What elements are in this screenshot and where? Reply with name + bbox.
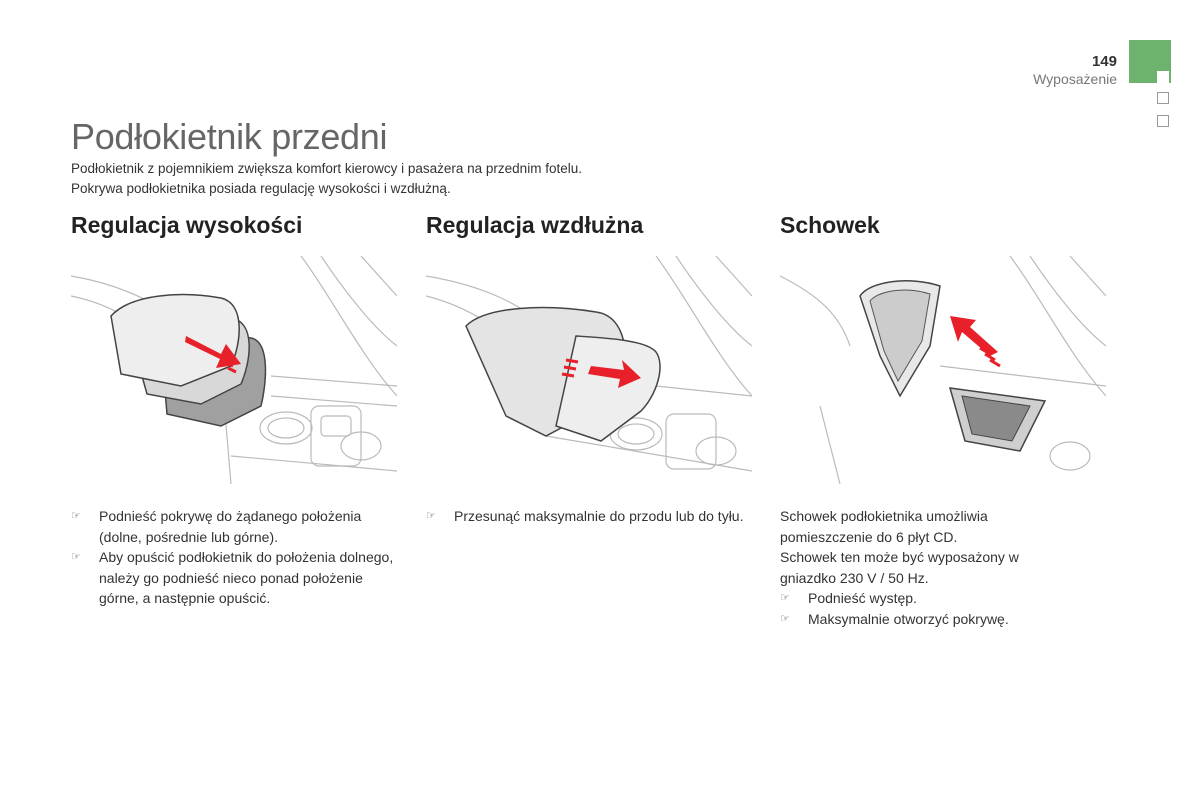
storage-text-line: gniazdko 230 V / 50 Hz. bbox=[780, 569, 929, 586]
section-name: Wyposażenie bbox=[1033, 71, 1117, 87]
section-tab-active[interactable] bbox=[1129, 40, 1171, 83]
storage-text-line: Schowek podłokietnika umożliwia bbox=[780, 508, 988, 524]
step-text: Podnieść pokrywę do żądanego położenia (dolne, pośrednie lub górne). bbox=[99, 508, 362, 545]
list-item bbox=[71, 547, 401, 609]
storage-text-line: Schowek ten może być wyposażony w bbox=[780, 549, 1019, 565]
step-text: Maksymalnie otworzyć pokrywę. bbox=[808, 610, 1009, 627]
tab-marker-icon bbox=[1157, 71, 1169, 83]
list-item bbox=[426, 506, 756, 527]
list-item bbox=[780, 588, 1100, 609]
intro-text bbox=[71, 159, 582, 199]
hand-pointer-icon: ☞ bbox=[426, 510, 436, 522]
illustration-storage bbox=[780, 256, 1106, 484]
list-item bbox=[780, 609, 1100, 630]
illustration-longitudinal-adjust bbox=[426, 256, 752, 484]
page-number: 149 bbox=[1091, 53, 1117, 70]
hand-pointer-icon: ☞ bbox=[780, 612, 790, 625]
intro-line: Podłokietnik z pojemnikiem zwiększa komfort kierowcy i pasażera na przednim fotelu. bbox=[71, 161, 582, 176]
longitudinal-adjust-steps bbox=[426, 506, 756, 527]
storage-text-line: pomieszczenie do 6 płyt CD. bbox=[780, 528, 958, 545]
height-adjust-steps bbox=[71, 506, 401, 609]
step-text: Aby opuścić podłokietnik do położenia dolnego, należy go podnieść nieco ponad położenie górne, a następnie opuścić. bbox=[99, 549, 394, 606]
page-title: Podłokietnik przedni bbox=[71, 116, 388, 157]
section-tab-3[interactable] bbox=[1157, 115, 1169, 127]
hand-pointer-icon: ☞ bbox=[71, 551, 81, 563]
hand-pointer-icon: ☞ bbox=[780, 592, 790, 604]
illustration-height-adjust bbox=[71, 256, 397, 484]
section-tab-2[interactable] bbox=[1157, 92, 1169, 104]
hand-pointer-icon: ☞ bbox=[71, 510, 81, 522]
heading-height-adjust: Regulacja wysokości bbox=[71, 212, 303, 238]
step-text: Podnieść występ. bbox=[808, 590, 917, 606]
list-item bbox=[71, 506, 401, 547]
storage-steps bbox=[780, 588, 1100, 629]
heading-longitudinal-adjust: Regulacja wzdłużna bbox=[426, 212, 644, 238]
intro-line: Pokrywa podłokietnika posiada regulację wysokości i wzdłużną. bbox=[71, 181, 451, 196]
heading-storage: Schowek bbox=[780, 212, 880, 238]
storage-description bbox=[780, 506, 1100, 629]
arrow-up-icon bbox=[950, 316, 1000, 366]
step-text: Przesunąć maksymalnie do przodu lub do tyłu. bbox=[454, 508, 744, 524]
